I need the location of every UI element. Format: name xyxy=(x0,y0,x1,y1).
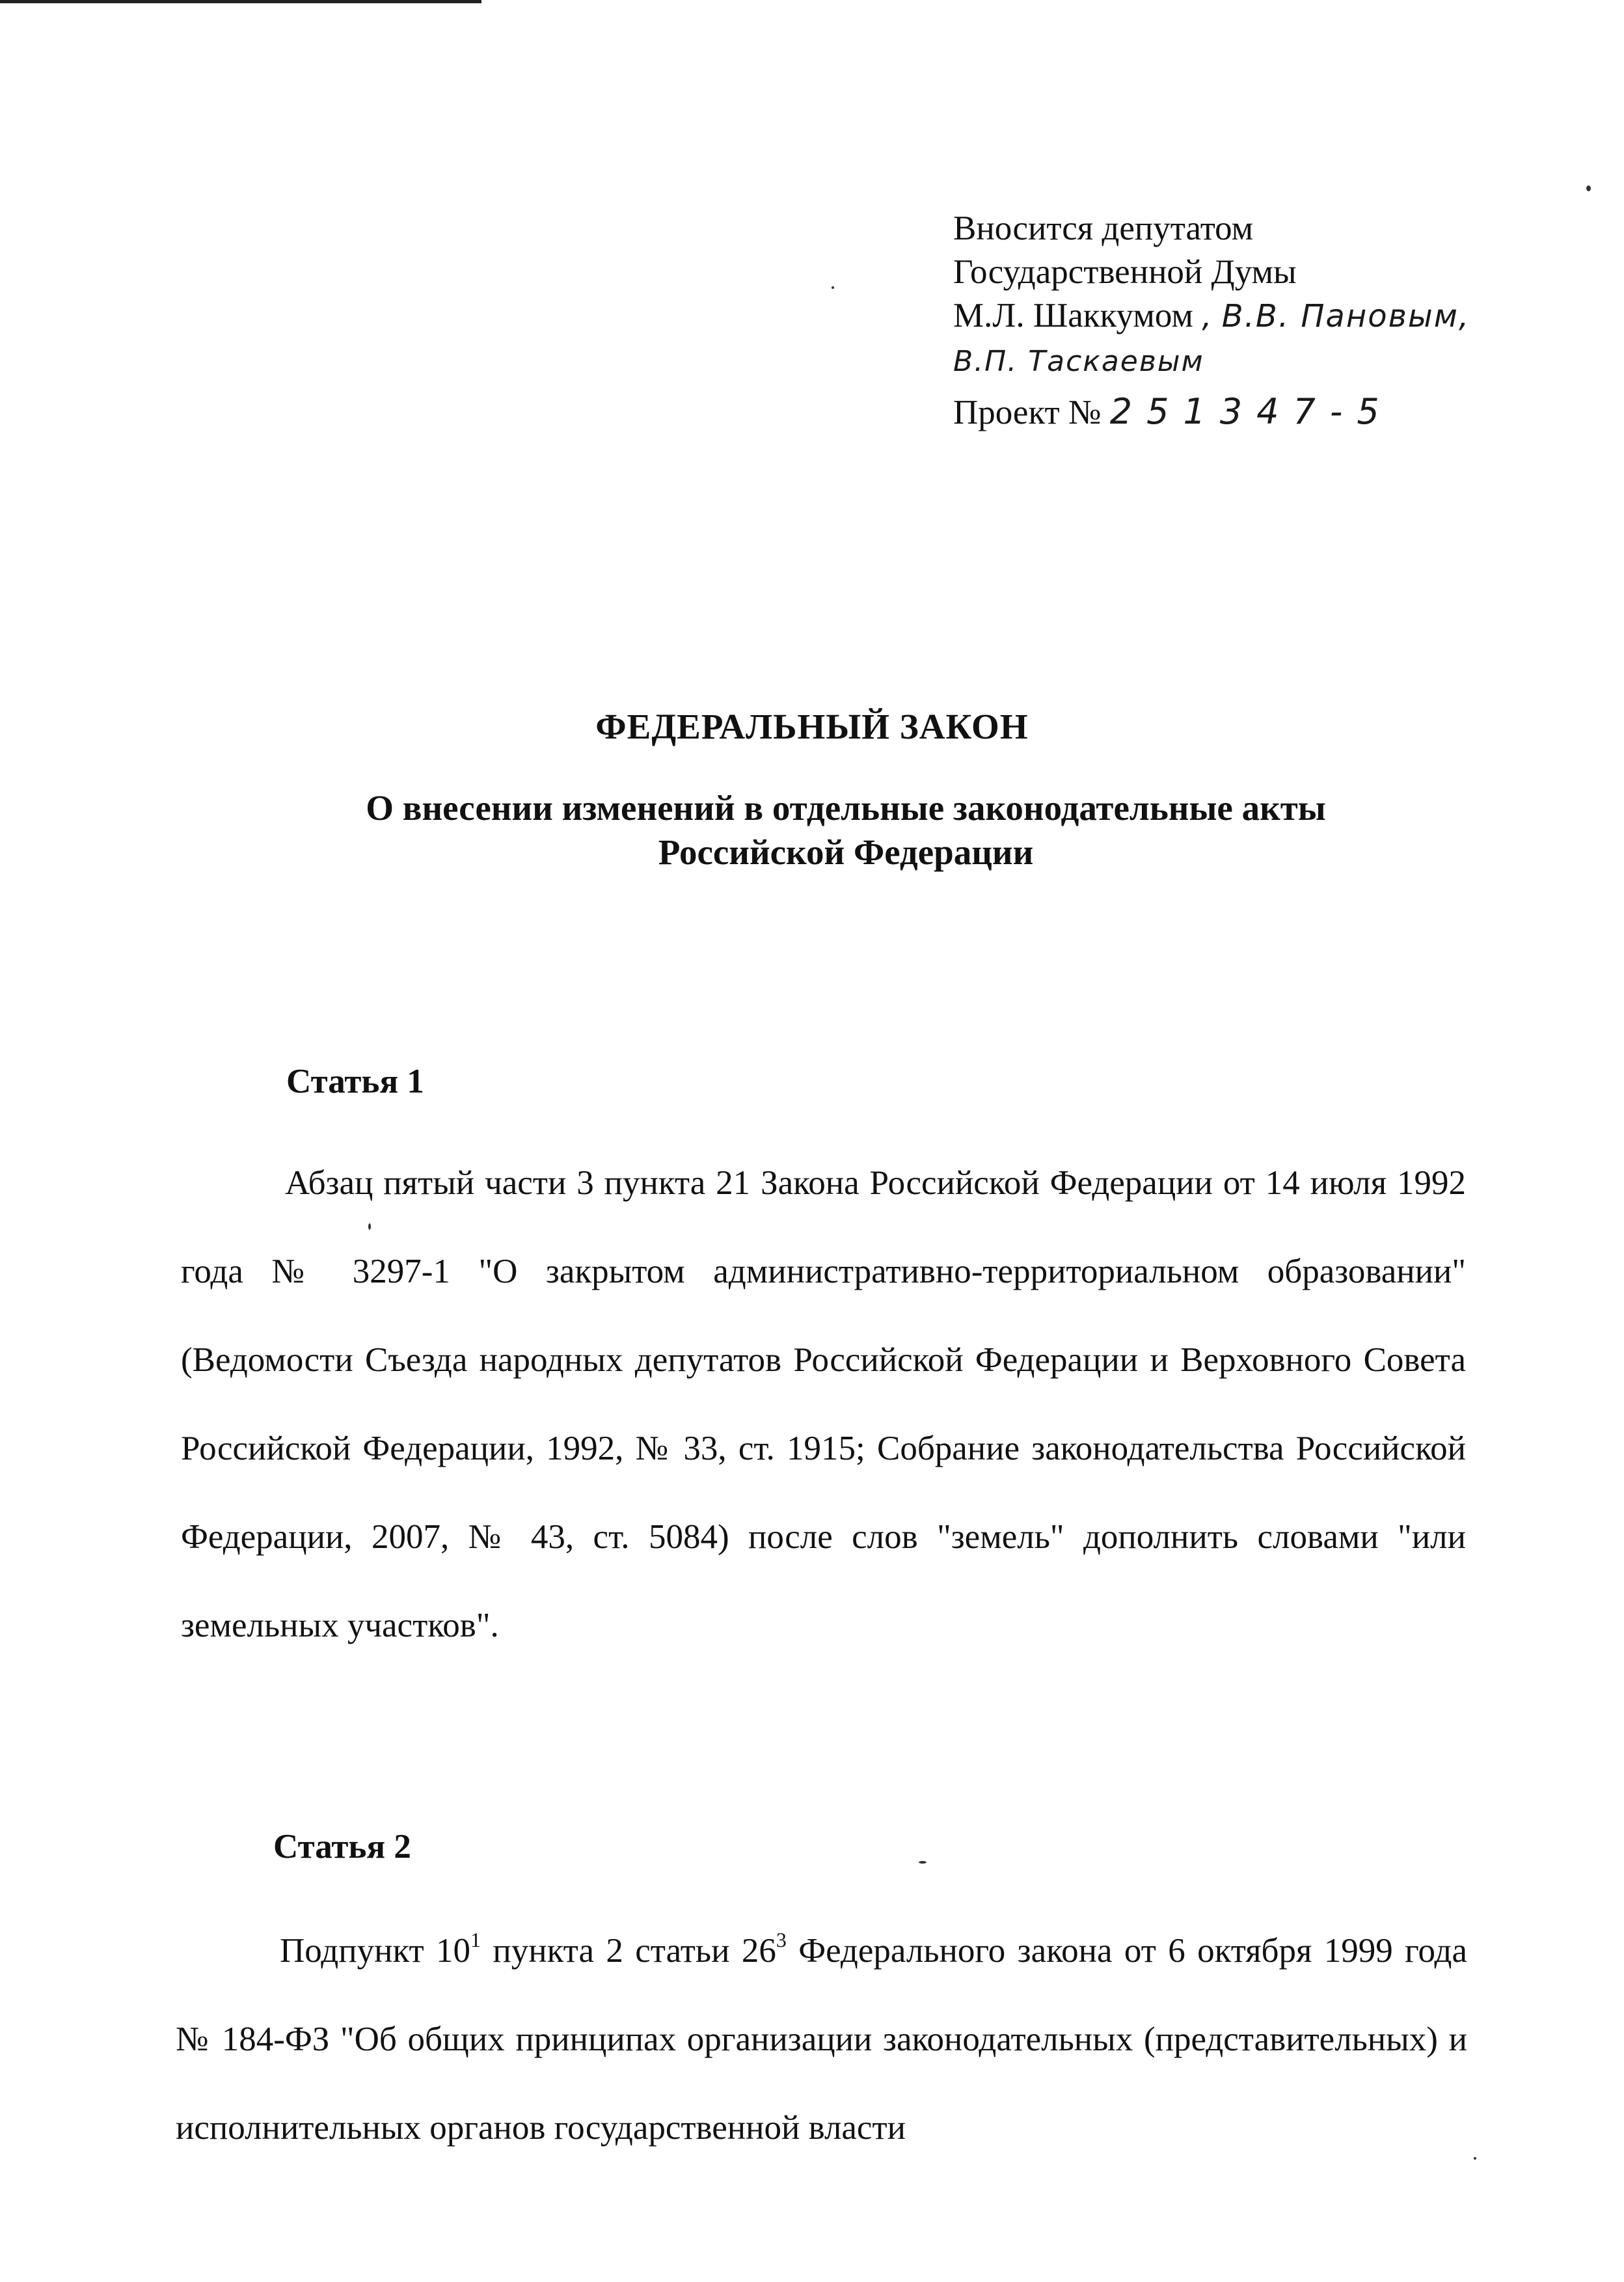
handwritten-name-panov: В.В. Пановым, xyxy=(1221,298,1470,334)
article-1-heading: Статья 1 xyxy=(286,1063,424,1100)
submitter-typed-name: М.Л. Шаккумом xyxy=(953,297,1193,334)
handwritten-comma: , xyxy=(1202,298,1213,334)
handwritten-name-taskaev: В.П. Таскаевым xyxy=(953,345,1204,378)
article-2-text-part-2: пункта 2 статьи 26 xyxy=(481,1932,776,1970)
article-1-paragraph: Абзац пятый части 3 пункта 21 Закона Российской Федерации от 14 июля 1992 года № 3297-1 "О закрытом административно-территориальном образовании" (Ведомости Съезда народных депутатов Российской Федерации и Верховного Совета Российской Федерации, 1992, № 33, ст. 1915; Собрание законодательства Российской Федерации, 2007, № 43, ст. 5084) после слов "земель" дополнить словами "или земельных участков". xyxy=(181,1164,1466,1644)
handwritten-project-number: 251347-5 xyxy=(1109,391,1394,432)
document-title xyxy=(293,786,1399,875)
article-1-text xyxy=(181,1139,1466,1670)
submitter-line-1: Вносится депутатом xyxy=(953,210,1254,247)
article-2-paragraph xyxy=(176,1907,1467,2172)
scan-speck xyxy=(1474,2157,1476,2160)
submitter-line-2: Государственной Думы xyxy=(953,253,1297,291)
submitter-block xyxy=(953,207,1578,435)
project-number-line xyxy=(953,390,1578,435)
article-2-text xyxy=(176,1907,1467,2172)
document-title-line-2: Российской Федерации xyxy=(658,832,1034,872)
submitter-line-4 xyxy=(953,338,1578,383)
article-2-text-part-3: Федерального закона от 6 октября 1999 года № 184-ФЗ "Об общих принципах организации законодательных (представительных) и исполнительных органов государственной власти xyxy=(176,1932,1468,2147)
scan-speck xyxy=(832,286,834,289)
article-2-heading: Статья 2 xyxy=(273,1828,411,1866)
article-2-text-part-1: Подпункт 10 xyxy=(280,1932,471,1970)
scan-edge-line xyxy=(0,0,481,3)
project-label: Проект № xyxy=(953,394,1102,431)
scan-speck xyxy=(1586,185,1591,191)
article-2-sup-2: 3 xyxy=(776,1928,787,1952)
document-title-line-1: О внесении изменений в отдельные законодательные акты xyxy=(366,788,1326,828)
article-2-sup-1: 1 xyxy=(470,1928,481,1952)
document-type: ФЕДЕРАЛЬНЫЙ ЗАКОН xyxy=(595,707,1029,746)
scan-speck xyxy=(919,1861,927,1864)
submitter-line-3 xyxy=(953,294,1578,338)
